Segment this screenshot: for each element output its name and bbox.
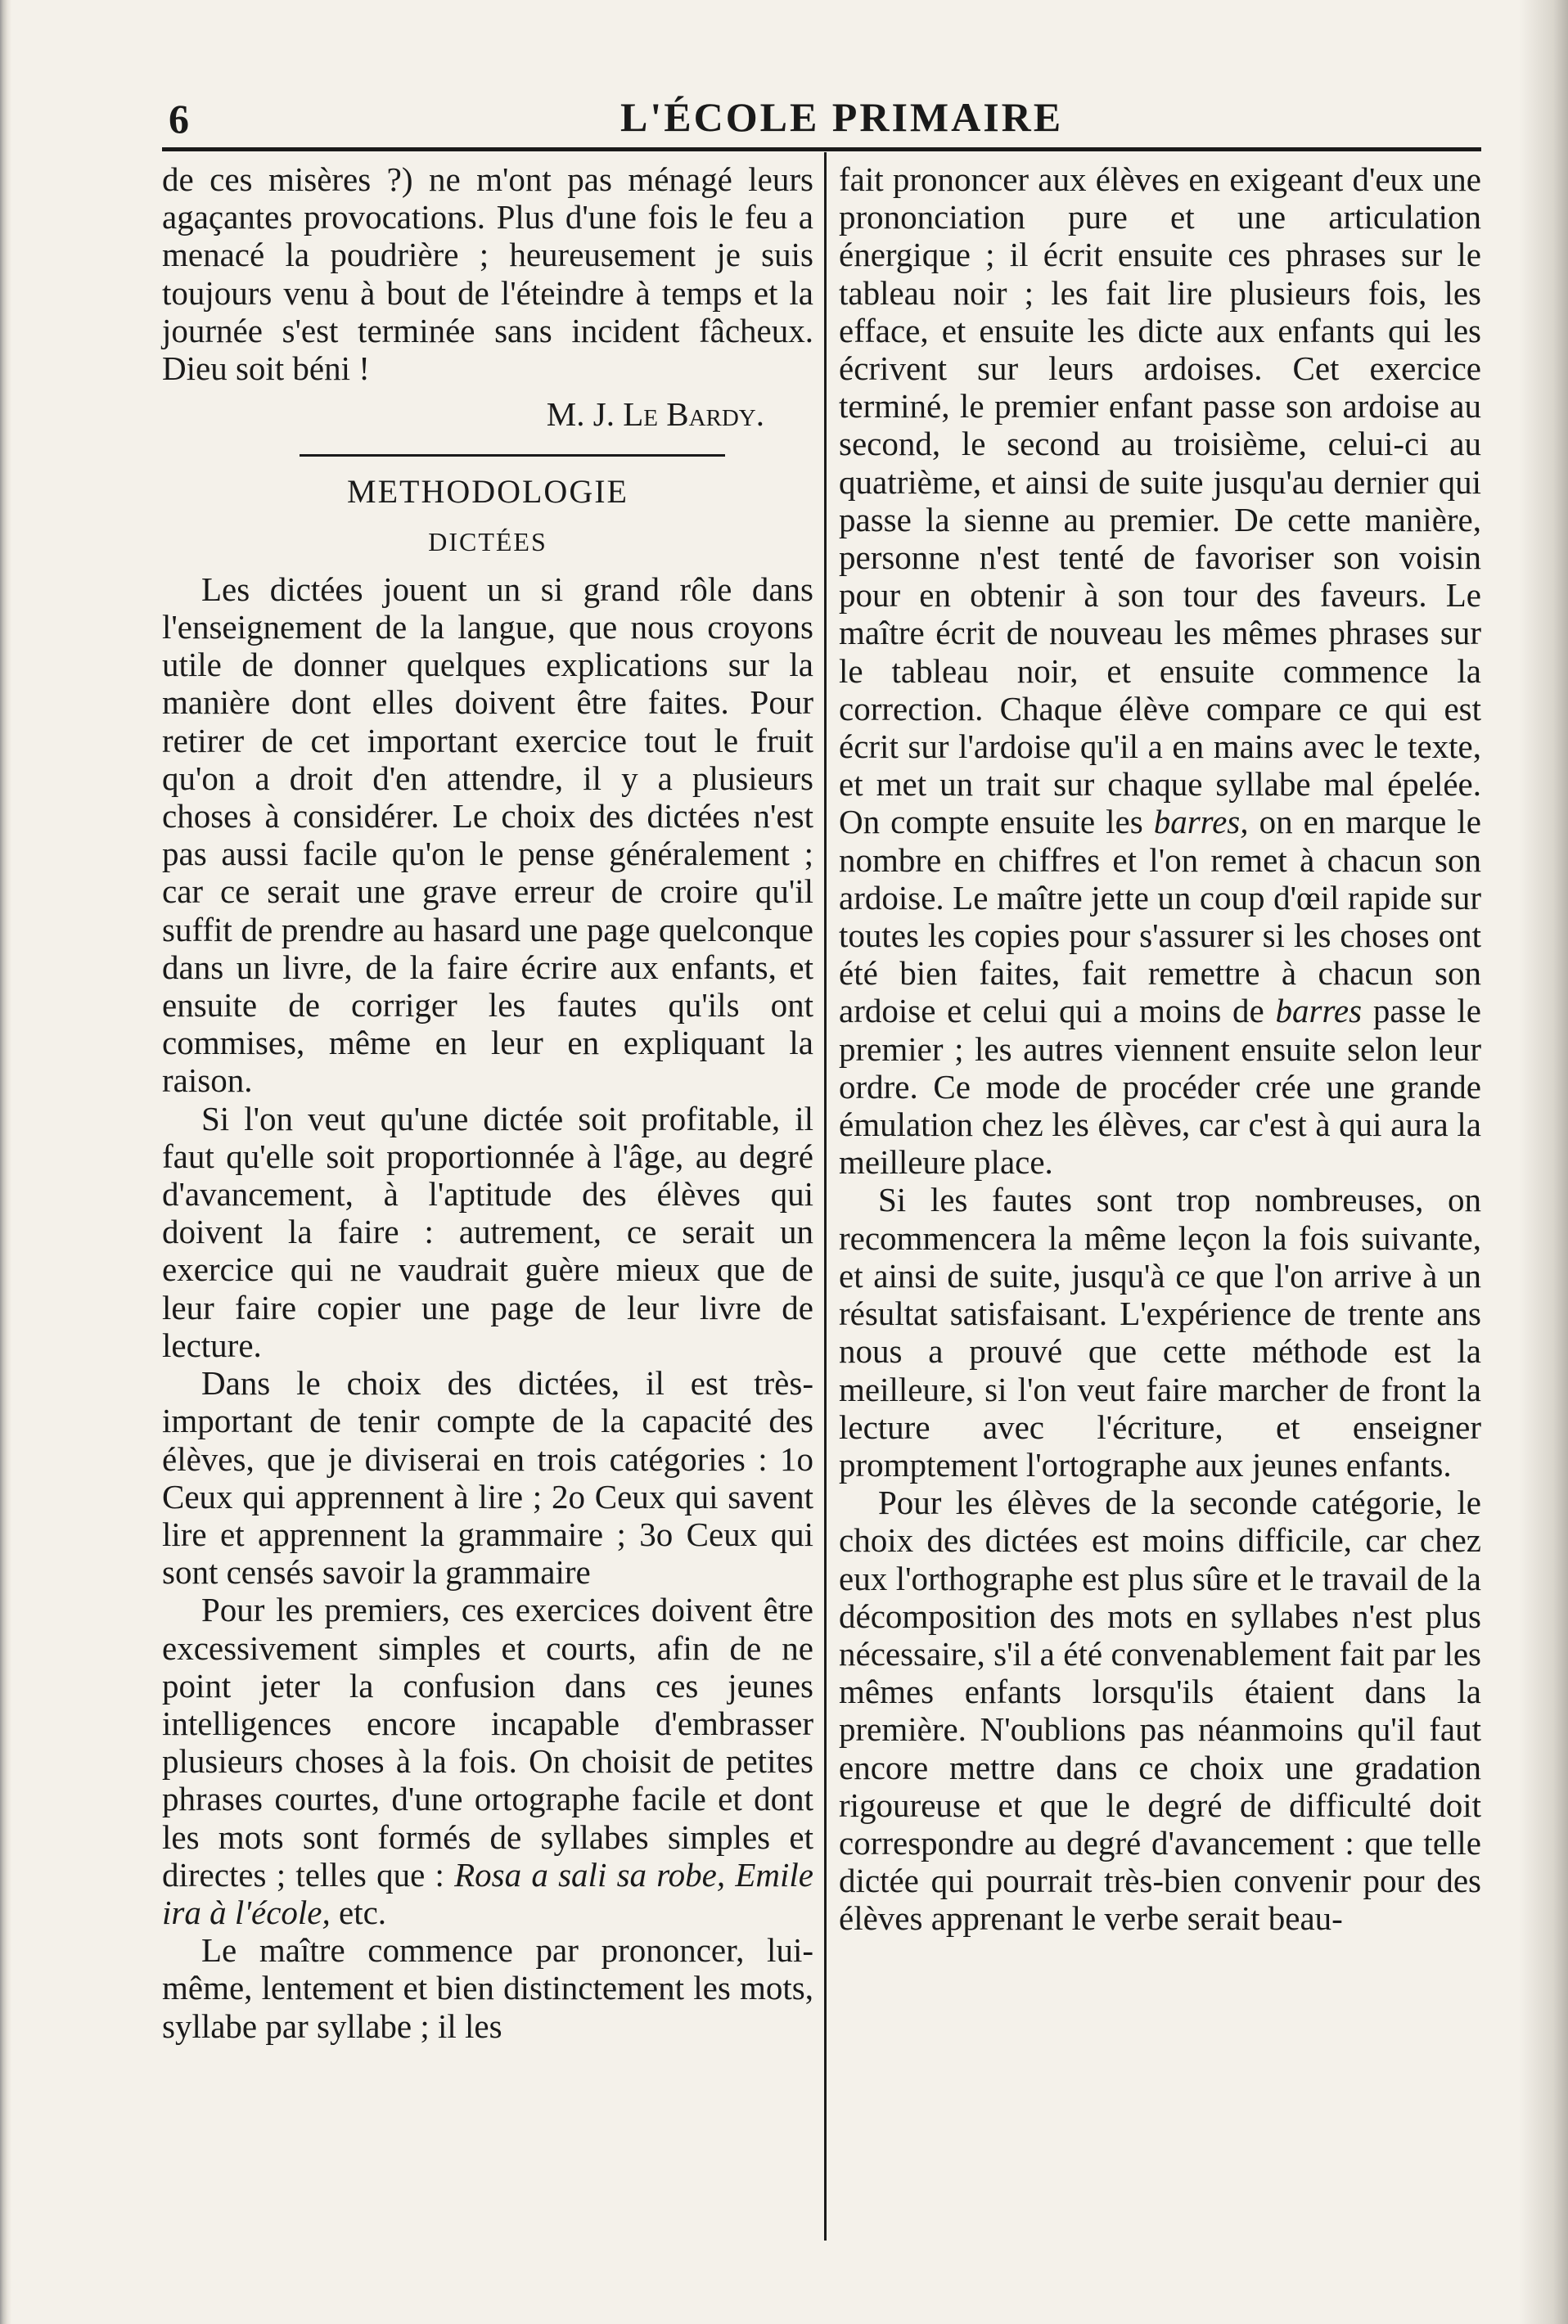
emphasis: barres	[1275, 992, 1363, 1030]
running-title: L'ÉCOLE PRIMAIRE	[620, 94, 1064, 140]
text-run: passe le premier ; les autres viennent ensuite selon leur ordre. Ce mode de procéder crée une grande émulation chez les élèves, car c'est à qui aura la meilleure place.	[839, 992, 1482, 1182]
text-run: Pour les premiers, ces exercices doivent être excessivement simples et courts, afin de ne point jeter la confusion dans ces jeunes intelligences encore incapable d'embrasser plusieurs choses à la fois. On choisit de petites phrases courtes, d'une ortographe facile et dont les mots sont formés de syllabes simples et directes ; telles que :	[162, 1591, 813, 1894]
intro-paragraph: de ces misères ?) ne m'ont pas ménagé leurs agaçantes provocations. Plus d'une fois le feu a menacé la poudrière ; heureusement je suis toujours venu à bout de l'éteindre à temps et la journée s'est terminée sans incident fâcheux. Dieu soit béni !	[162, 160, 813, 388]
paragraph	[162, 1591, 813, 1931]
scan-edge-left	[0, 0, 11, 2324]
section-title: METHODOLOGIE	[347, 473, 629, 511]
right-column	[839, 160, 1481, 1938]
paragraph: Si les fautes sont trop nombreuses, on recommencera la même leçon la fois suivante, et ainsi de suite, jusqu'à ce que l'on arrive à un résultat satisfaisant. L'expérience de trente ans nous a prouvé que cette méthode est la meilleure, si l'on veut faire marcher de front la lecture avec l'écriture, et enseigner promptement l'ortographe aux jeunes enfants.	[839, 1181, 1481, 1484]
scan-edge-right	[1519, 0, 1568, 2324]
paragraph: Si l'on veut qu'une dictée soit profitable, il faut qu'elle soit proportionnée à l'âge, au degré d'avancement, à l'aptitude des élèves qui doivent la faire : autrement, ce serait un exercice qui ne vaudrait guère mieux que de leur faire copier une page de leur livre de lecture.	[162, 1099, 813, 1364]
header-rule	[162, 147, 1481, 151]
example-phrase: Rosa a sali sa robe, Emile ira à l'école,	[162, 1855, 813, 1931]
paragraph: Le maître commence par prononcer, lui-même, lentement et bien distinctement les mots, syllabe par syllabe ; il les	[162, 1931, 813, 2045]
text-run: fait prononcer aux élèves en exigeant d'eux une prononciation pure et une articulation énergique ; il écrit ensuite ces phrases sur le tableau noir ; les fait lire plusieurs fois, les efface, et ensuite les dicte aux enfants qui les écrivent sur leurs ardoises. Cet exercice terminé, le premier enfant passe son ardoise au second, le second au troisième, celui-ci au quatrième, et ainsi de suite jusqu'au dernier qui passe la sienne au premier. De cette manière, personne n'est tenté de favoriser son voisin pour en obtenir à son tour des faveurs. Le maître écrit de nouveau les mêmes phrases sur le tableau noir, et ensuite commence la correction. Chaque élève compare ce qui est écrit sur l'ardoise qu'il a en mains avec le texte, et met un trait sur chaque syllabe mal épelée. On compte ensuite les	[839, 160, 1481, 841]
paragraph: Dans le choix des dictées, il est très-important de tenir compte de la capacité des élèves, que je diviserai en trois catégories : 1o Ceux qui apprennent à lire ; 2o Ceux qui savent lire et apprennent la grammaire ; 3o Ceux qui sont censés savoir la grammaire	[162, 1364, 813, 1592]
column-divider	[824, 152, 827, 2241]
text-run: on en marque le nombre en chiffres et l'on remet à chacun son ardoise. Le maître jette un coup d'œil rapide sur toutes les copies pour s'assurer si les choses ont été bien faites, fait remettre à chacun son ardoise et celui qui a moins de	[839, 803, 1481, 1030]
emphasis: barres,	[1153, 803, 1249, 841]
text-run: etc.	[339, 1893, 387, 1931]
page-number: 6	[169, 96, 189, 142]
section-subtitle: DICTÉES	[428, 526, 547, 556]
paragraph	[839, 160, 1481, 1181]
signature: M. J. Le Bardy.	[546, 395, 764, 434]
section-rule	[300, 454, 725, 457]
page-header	[162, 88, 1481, 142]
paragraph: Pour les élèves de la seconde catégorie, le choix des dictées est moins difficile, car chez eux l'orthographe est plus sûre et le travail de la décomposition des mots en syllabes n'est plus nécessaire, s'il a été convenablement fait par les mêmes enfants lorsqu'ils étaient dans la première. N'oublions pas néanmoins qu'il faut encore mettre dans ce choix une gradation rigoureuse et que le degré de difficulté doit correspondre au degré d'avancement : que telle dictée qui pourrait très-bien convenir pour des élèves apprenant le verbe serait beau-	[839, 1484, 1481, 1938]
paragraph: Les dictées jouent un si grand rôle dans l'enseignement de la langue, que nous croyons utile de donner quelques explications sur la manière dont elles doivent être faites. Pour retirer de cet important exercice tout le fruit qu'on a droit d'en attendre, il y a plusieurs choses à considérer. Le choix des dictées n'est pas aussi facile qu'on le pense généralement ; car ce serait une grave erreur de croire qu'il suffit de prendre au hasard une page quelconque dans un livre, de la faire écrire aux enfants, et ensuite de corriger les fautes qu'ils ont commises, même en leur en expliquant la raison.	[162, 570, 813, 1100]
left-column	[162, 160, 813, 2045]
